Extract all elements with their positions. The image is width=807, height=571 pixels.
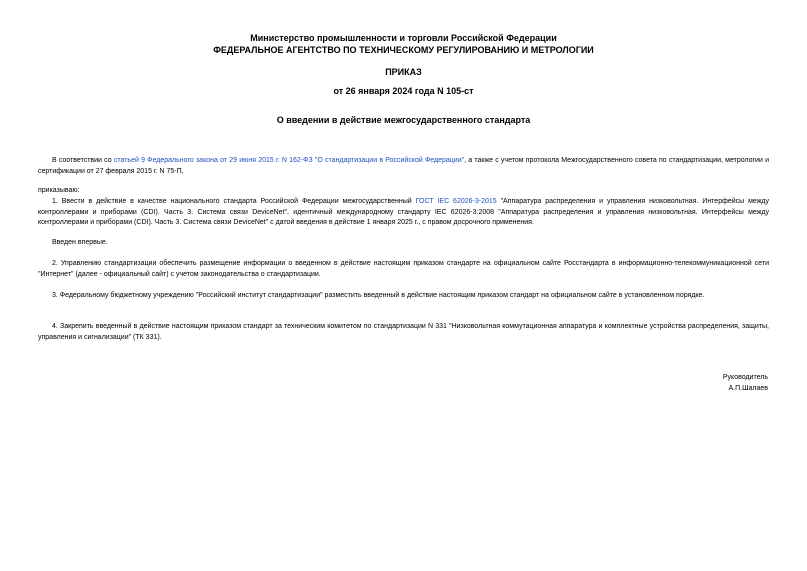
agency-heading: ФЕДЕРАЛЬНОЕ АГЕНТСТВО ПО ТЕХНИЧЕСКОМУ РЕГУЛИРОВАНИЮ И МЕТРОЛОГИИ	[213, 45, 594, 55]
document-date-number: от 26 января 2024 года N 105-ст	[333, 86, 474, 96]
gost-standard-link[interactable]: ГОСТ IEC 62026-3-2015	[415, 198, 497, 205]
preamble-paragraph	[38, 156, 769, 177]
preamble-prefix: В соответствии со	[52, 157, 114, 164]
item-1-suffix: "Аппаратура распределения и управления низковольтная. Интерфейсы между контроллерами и приборами (CDI). Часть 3. Система связи DeviceNet", идентичный международному стандарту IEC 62026-3:2008 "Аппаратура распределения и управления низковольтная. Интерфейсы между контроллерами и приборами (CDI). Часть 3. Система связи DeviceNet" с датой введения в действие 1 января 2025 г., с правом досрочного применения.	[38, 198, 769, 226]
item-3-paragraph: 3. Федеральному бюджетному учреждению "Российский институт стандартизации" разместить введенный в действие настоящим приказом стандарт на официальном сайте в установленном порядке.	[52, 292, 705, 299]
signature-name: А.П.Шалаев	[728, 385, 768, 392]
item-2-paragraph: 2. Управлению стандартизации обеспечить размещение информации о введенном в действие настоящим приказом стандарте на официальном сайте Росстандарта в информационно-телекоммуникационной сети "Интернет" (далее - официальный сайт) с учетом законодательства о стандартизации.	[38, 260, 769, 278]
item-1-paragraph	[38, 197, 769, 229]
document-title: О введении в действие межгосударственного стандарта	[276, 115, 531, 125]
document-type: ПРИКАЗ	[385, 67, 422, 77]
federal-law-link[interactable]: статьей 9 Федерального закона от 29 июня 2015 г. N 162-ФЗ "О стандартизации в Российской Федерации"	[113, 157, 465, 164]
order-word: приказываю:	[38, 187, 80, 194]
introduced-first-note: Введен впервые.	[52, 239, 108, 246]
signature-position: Руководитель	[722, 374, 768, 381]
ministry-heading: Министерство промышленности и торговли Российской Федерации	[250, 33, 557, 43]
item-4-paragraph: 4. Закрепить введенный в действие настоящим приказом стандарт за техническим комитетом по стандартизации N 331 "Низковольтная коммутационная аппаратура и комплектные устройства распределения, защиты, управления и сигнализации" (ТК 331).	[38, 323, 769, 341]
item-1-prefix: 1. Ввести в действие в качестве национального стандарта Российской Федерации межгосударственный	[52, 198, 416, 205]
preamble-suffix: , а также с учетом протокола Межгосударственного совета по стандартизации, метрологии и сертификации от 27 февраля 2015 г. N 75-П,	[38, 157, 769, 175]
